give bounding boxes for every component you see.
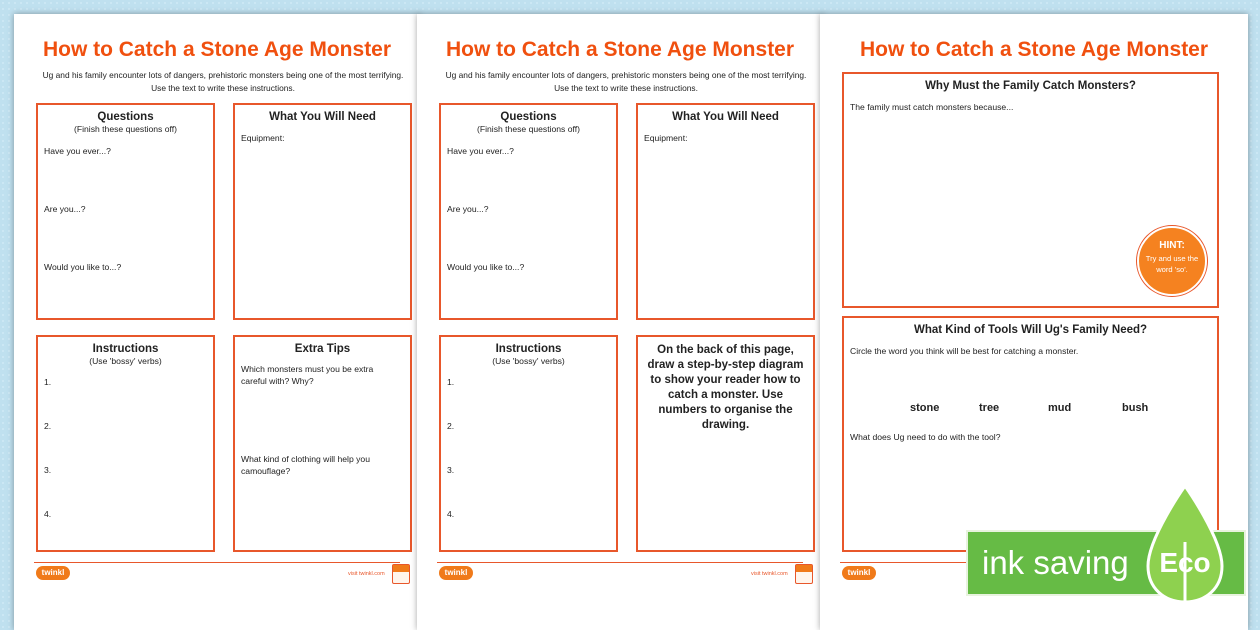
tools-question: What does Ug need to do with the tool? [850,432,1001,442]
tools-instruction: Circle the word you think will be best for catching a monster. [850,346,1079,356]
why-heading: Why Must the Family Catch Monsters? [925,80,1136,92]
twinkl-logo: twinkl [842,566,876,580]
need-heading: What You Will Need [269,111,376,123]
page-title: How to Catch a Stone Age Monster [859,38,1209,61]
questions-subheading: (Finish these questions off) [73,124,178,134]
tool-word: stone [910,402,940,414]
footer-url: visit twinkl.com [751,571,788,577]
tip-question: What kind of clothing will help you camouflage? [241,454,370,476]
worksheet-page-2 [417,14,823,630]
questions-heading: Questions [500,111,557,123]
hint-title: HINT: [1159,240,1185,251]
equipment-label: Equipment: [644,133,688,143]
twinkl-logo: twinkl [439,566,473,580]
step-number: 4. [447,509,455,519]
step-number: 1. [447,377,455,387]
planit-badge-icon [392,564,410,584]
footer-divider [437,562,803,563]
what-you-need-box [233,103,412,320]
step-number: 4. [44,509,52,519]
intro-text: Ug and his family encounter lots of dangers, prehistoric monsters being one of the most terrifying. Use the text to write these instructions. [42,70,404,93]
instructions-box [439,335,618,552]
question-prompt: Are you...? [447,204,489,214]
twinkl-logo: twinkl [36,566,70,580]
instructions-box [36,335,215,552]
need-heading: What You Will Need [672,111,779,123]
instructions-subheading: (Use 'bossy' verbs) [492,356,565,366]
footer-url: visit twinkl.com [348,571,385,577]
instructions-subheading: (Use 'bossy' verbs) [89,356,162,366]
instructions-heading: Instructions [92,343,159,355]
tools-heading: What Kind of Tools Will Ug's Family Need? [913,324,1148,336]
footer-divider [34,562,400,563]
diagram-instruction-text: On the back of this page, draw a step-by-step diagram to show your reader how to catch a monster. Use numbers to organise the drawing. [647,344,804,431]
questions-heading: Questions [97,111,154,123]
tool-word: mud [1048,402,1072,414]
questions-box [439,103,618,320]
equipment-label: Equipment: [241,133,285,143]
step-number: 2. [44,421,52,431]
tool-word: bush [1122,402,1149,414]
what-you-need-box [636,103,815,320]
why-sentence-starter: The family must catch monsters because... [850,102,1014,112]
intro-text: Ug and his family encounter lots of dangers, prehistoric monsters being one of the most terrifying. Use the text to write these instructions. [445,70,807,93]
why-box [842,72,1219,308]
planit-badge-icon [795,564,813,584]
step-number: 3. [44,465,52,475]
hint-badge [1137,226,1207,296]
eco-leaf-drop-icon [1138,482,1232,616]
questions-box [36,103,215,320]
ink-saving-text: ink saving [982,544,1129,581]
question-prompt: Would you like to...? [447,262,525,272]
hint-text: Try and use the word 'so'. [1145,254,1199,274]
instructions-heading: Instructions [495,343,562,355]
question-prompt: Are you...? [44,204,86,214]
question-prompt: Have you ever...? [44,146,111,156]
step-number: 1. [44,377,52,387]
diagram-instruction-box [636,335,815,552]
tips-heading: Extra Tips [294,343,351,355]
page-title: How to Catch a Stone Age Monster [445,38,795,61]
extra-tips-box [233,335,412,552]
step-number: 3. [447,465,455,475]
tip-question: Which monsters must you be extra careful with? Why? [241,364,374,386]
tool-word: tree [979,402,1000,414]
questions-subheading: (Finish these questions off) [476,124,581,134]
question-prompt: Would you like to...? [44,262,122,272]
eco-label: Eco [1159,547,1211,578]
page-title: How to Catch a Stone Age Monster [42,38,392,61]
step-number: 2. [447,421,455,431]
worksheet-page-1 [14,14,420,630]
question-prompt: Have you ever...? [447,146,514,156]
